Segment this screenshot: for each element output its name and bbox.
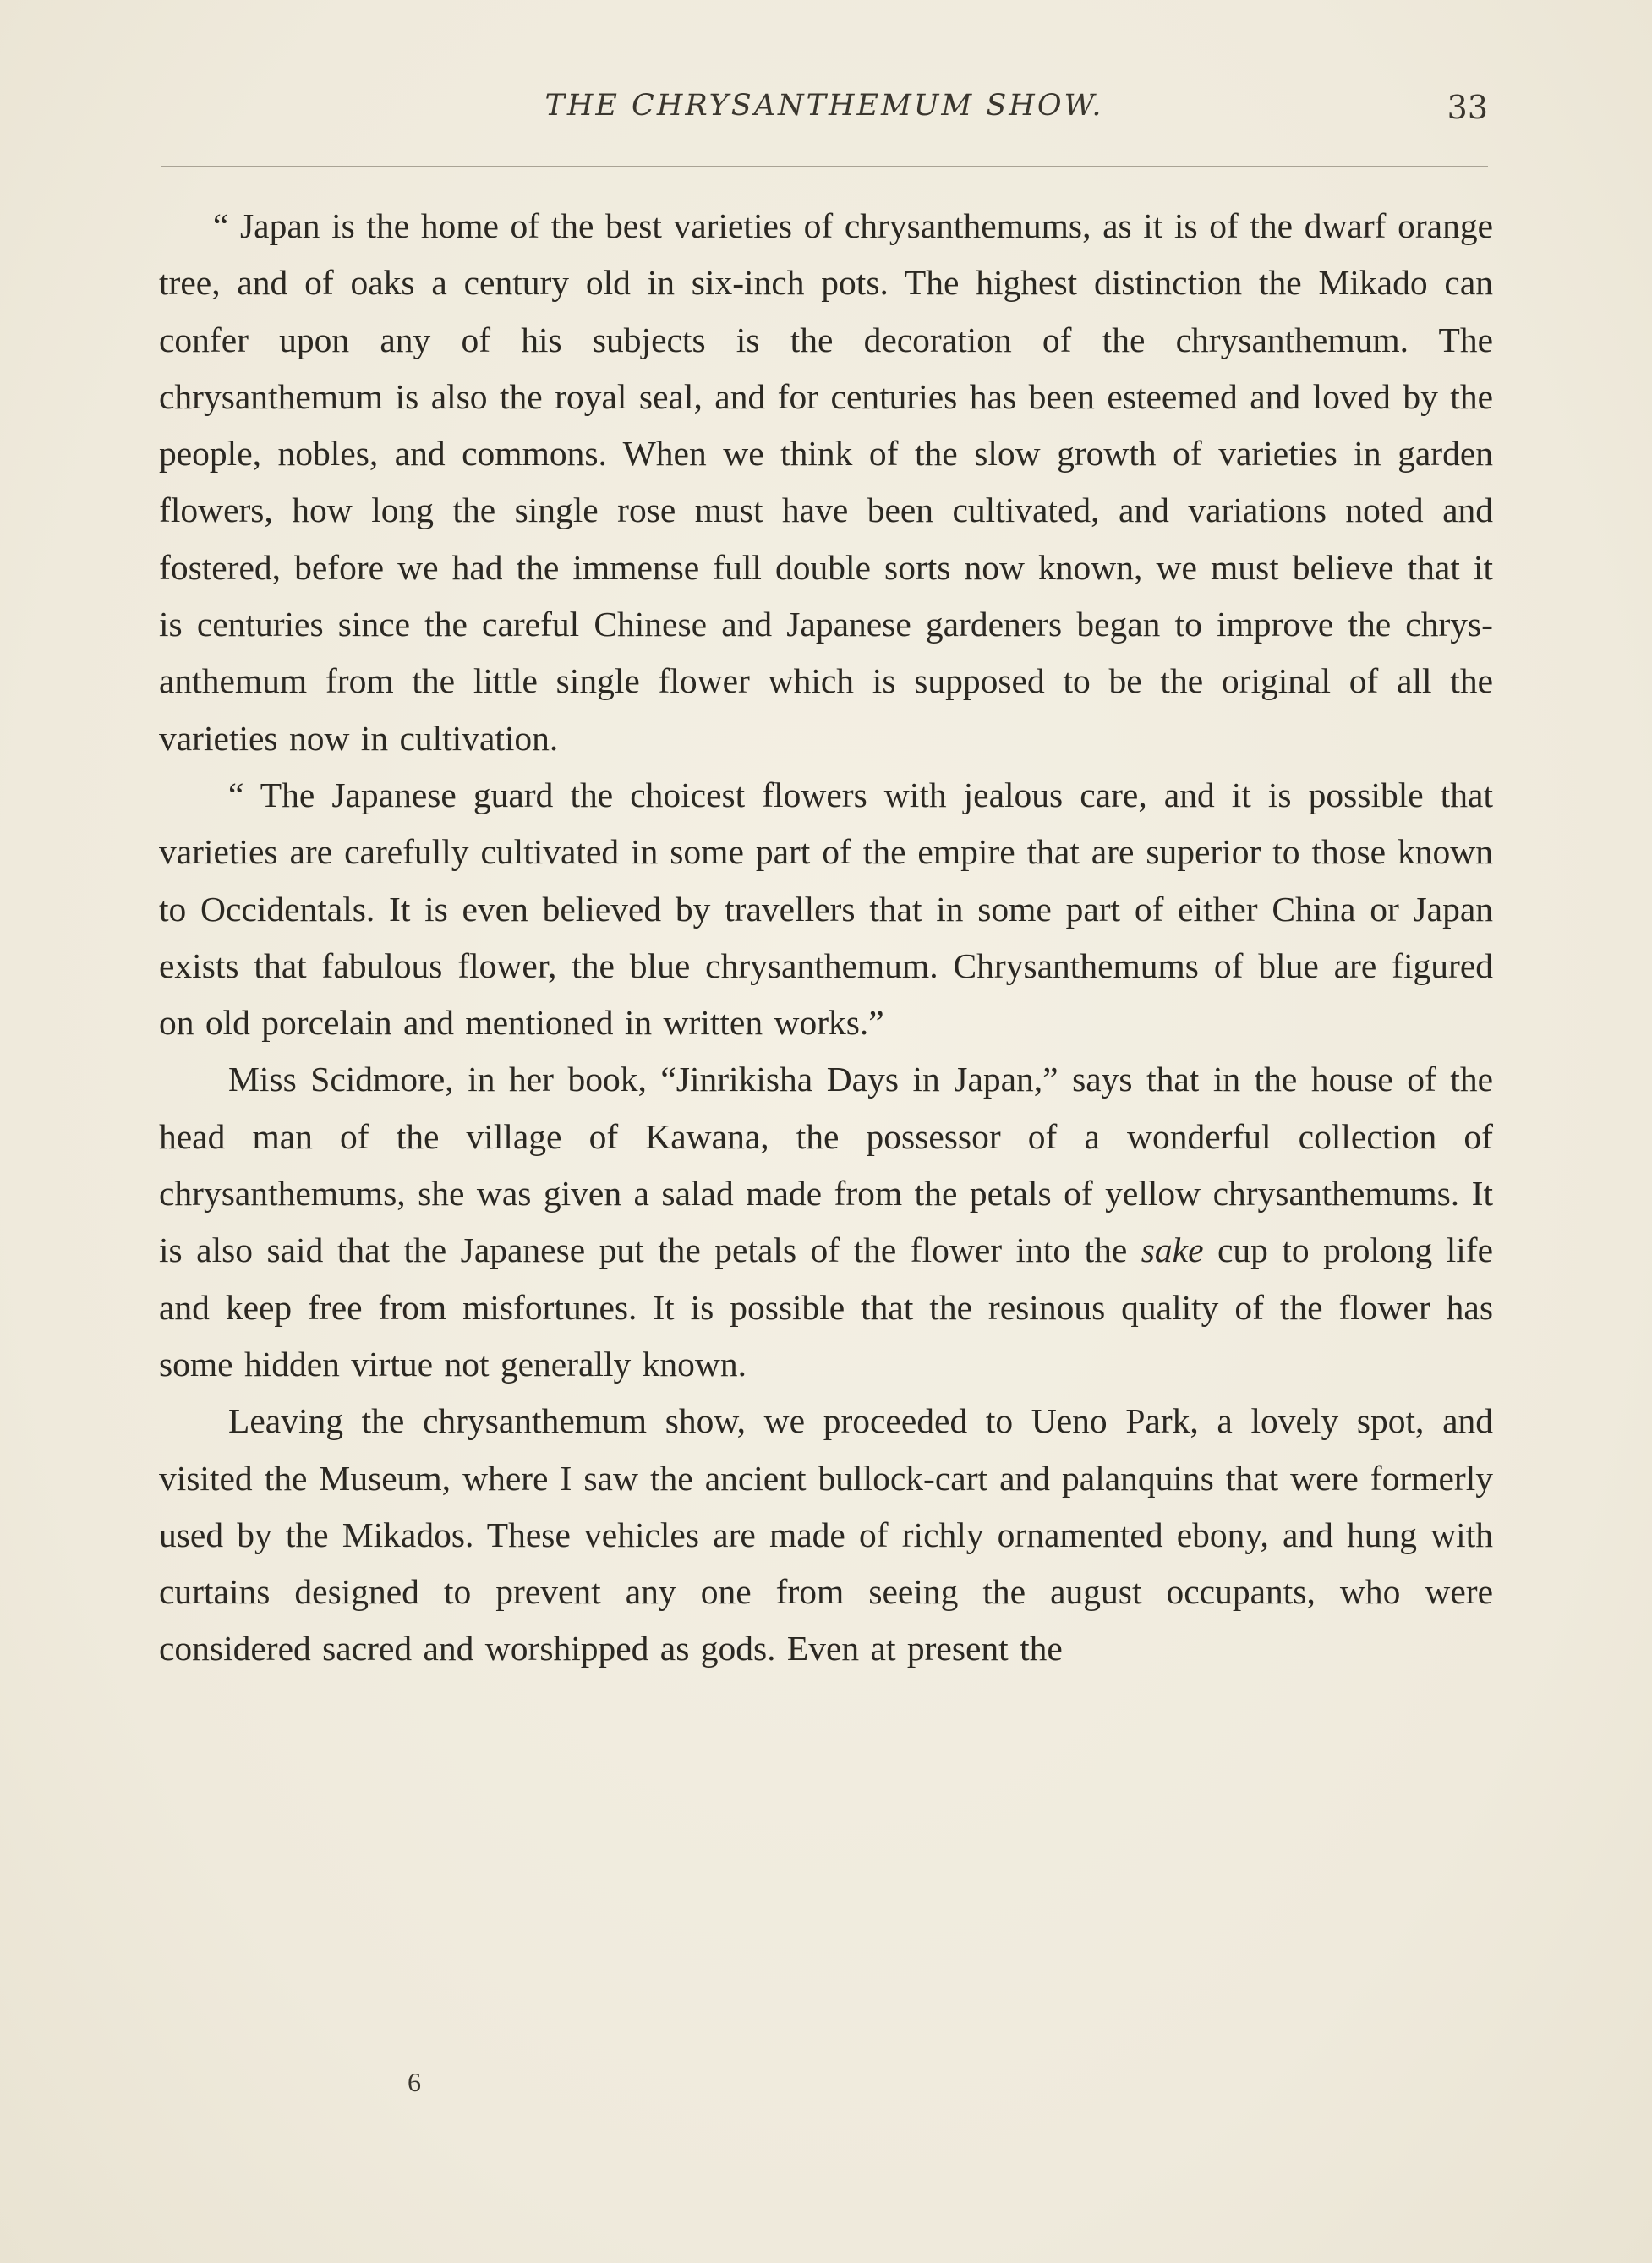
running-title: THE CHRYSANTHEMUM SHOW.: [544, 89, 1104, 123]
paragraph-leaving-show: Leaving the chrysanthemum show, we proceeded to Ueno Park, a lovely spot, and visited the Museum, where I saw the ancient bullock-cart and palanquins that were formerly used by the Mikados. These vehicles are made of richly ornamented ebony, and hung with curtains designed to prevent any one from seeing the august occupants, who were considered sacred and worshipped as gods. Even at present the: [159, 1401, 1493, 1668]
paragraph-japan-home: “ Japan is the home of the best varieties of chrysanthemums, as it is of the dwarf orange tree, and of oaks a century old in six-inch pots. The highest distinction the Mikado can confer upon any of his subjects is the decoration of the chrysanthemum. The chrysanthemum is also the royal seal, and for centuries has been esteemed and loved by the people, nobles, and commons. When we think of the slow growth of varieties in garden flowers, how long the single rose must have been cultivated, and variations noted and fostered, before we had the immense full double sorts now known, we must believe that it is centuries since the careful Chinese and Japanese gardeners began to improve the chrysanthemum from the little single flower which is supposed to be the original of all the varieties now in cultivation.: [159, 206, 1493, 758]
italic-word-sake: sake: [1141, 1230, 1204, 1270]
paragraph-japanese-guard: “ The Japanese guard the choicest flowers with jealous care, and it is possible that varieties are carefully cultivated in some part of the empire that are superior to those known to Occidentals. It is even believed by travellers that in some part of either China or Japan exists that fabulous flower, the blue chrysanthemum. Chrysanthemums of blue are figured on old porcelain and mentioned in written works.”: [159, 775, 1493, 1043]
paragraph-text-before: Miss Scidmore, in her book, “Jinrikisha Days in Japan,” says that in the house of the head man of the village of Kawana, the possessor of a wonderful collection of chrysanthemums, she was given a salad made from the petals of yellow chrysanthemums. It is also said that the Japanese put the petals of the flower into the: [159, 1060, 1493, 1270]
paragraph-miss-scidmore: [159, 1051, 1493, 1393]
signature-mark: 6: [408, 2067, 421, 2097]
page-header: [161, 89, 1488, 131]
header-rule: [161, 166, 1488, 167]
body-text: [159, 198, 1493, 1678]
paragraph-text-after: cup to prolong life and keep free from misfortunes. It is possible that the resinous quality of the flower has some hidden virtue not generally known.: [159, 1230, 1494, 1384]
page-number: 33: [1447, 89, 1488, 126]
